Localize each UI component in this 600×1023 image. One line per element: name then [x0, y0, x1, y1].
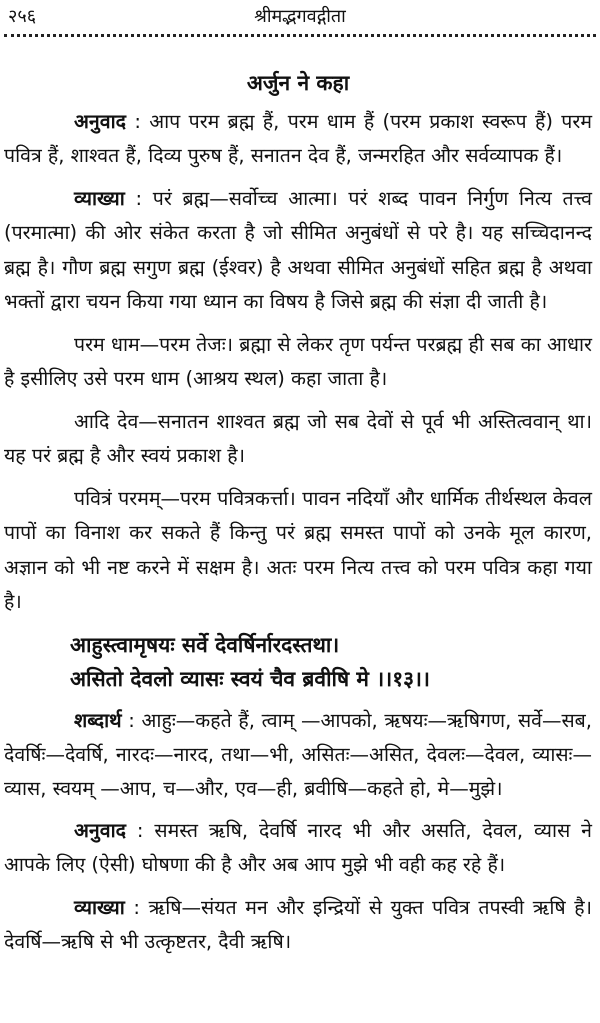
paragraph-translation-2: [4, 814, 592, 883]
paragraph-param-dham: परम धाम—परम तेजः। ब्रह्मा से लेकर तृण पर्यन्त परब्रह्म ही सब का आधार है इसीलिए उसे परम धाम (आश्रय स्थल) कहा जाता है।: [4, 332, 592, 390]
label-word-meaning: शब्दार्थ: [74, 708, 122, 732]
header-divider: [4, 34, 596, 37]
label-translation: अनुवाद: [74, 109, 126, 133]
translation-text: : आप परम ब्रह्म हैं, परम धाम हैं (परम प्रकाश स्वरूप हैं) परम पवित्र हैं, शाश्वत हैं, दिव्य पुरुष हैं, सनातन देव हैं, जन्मरहित और सर्वव्यापक हैं।: [4, 109, 592, 167]
translation-text-2: : समस्त ऋषि, देवर्षि नारद भी और असति, देवल, व्यास ने आपके लिए (ऐसी) घोषणा की है और अब आप मुझे भी वही कह रहे हैं।: [4, 818, 592, 876]
word-meaning-text: : आहुः—कहते हैं, त्वाम् —आपको, ऋषयः—ऋषिगण, सर्वे—सब, देवर्षिः—देवर्षि, नारदः—नारद, तथा—भी, असितः—असित, देवलः—देवल, व्यासः—व्यास, स्वयम् —आप, च—और, एव—ही, ब्रवीषि—कहते हो, मे—मुझे।: [4, 708, 592, 800]
page-content: [4, 48, 592, 968]
label-commentary: व्याख्या: [74, 186, 125, 210]
commentary-text: : परं ब्रह्म—सर्वोच्च आत्मा। परं शब्द पावन निर्गुण नित्य तत्त्व (परमात्मा) की ओर संकेत करता है जो सीमित अनुबंधों से परे है। यह सच्चिदानन्द ब्रह्म है। गौण ब्रह्म सगुण ब्रह्म (ईश्वर) है अथवा सीमित अनुबंधों सहित ब्रह्म है अथवा भक्तों द्वारा चयन किया गया ध्यान का विषय है जिसे ब्रह्म की संज्ञा दी जाती है।: [4, 186, 592, 313]
paragraph-adi-dev: आदि देव—सनातन शाश्वत ब्रह्म जो सब देवों से पूर्व भी अस्तित्ववान् था। यह परं ब्रह्म है और स्वयं प्रकाश है।: [4, 409, 592, 467]
paragraph-translation-1: [4, 105, 592, 174]
running-title: श्रीमद्भगवद्गीता: [254, 6, 346, 27]
verse-line-2: असितो देवलो व्यासः स्वयं चैव ब्रवीषि मे ।।१३।।: [70, 666, 430, 691]
paragraph-commentary-1: [4, 182, 592, 320]
verse-line-1: आहुस्त्वामृषयः सर्वे देवर्षिर्नारदस्तथा।: [70, 632, 340, 657]
commentary-text-2: : ऋषि—संयत मन और इन्द्रियों से युक्त पवित्र तपस्वी ऋषि है। देवर्षि—ऋषि से भी उत्कृष्टतर, दैवी ऋषि।: [4, 895, 592, 953]
paragraph-pavitram: पवित्रं परमम्—परम पवित्रकर्त्ता। पावन नदियाँ और धार्मिक तीर्थस्थल केवल पापों का विनाश कर सकते हैं किन्तु परं ब्रह्म समस्त पापों को उनके मूल कारण, अज्ञान को भी नष्ट करने में सक्षम है। अतः परम नित्य तत्त्व को परम पवित्र कहा गया है।: [4, 486, 592, 613]
section-heading: अर्जुन ने कहा: [246, 71, 350, 95]
paragraph-word-meaning: [4, 704, 592, 806]
page-header: [0, 2, 600, 28]
page-number: २५६: [8, 6, 37, 27]
label-commentary-2: व्याख्या: [74, 895, 125, 919]
paragraph-commentary-2: [4, 891, 592, 960]
label-translation-2: अनुवाद: [74, 818, 126, 842]
